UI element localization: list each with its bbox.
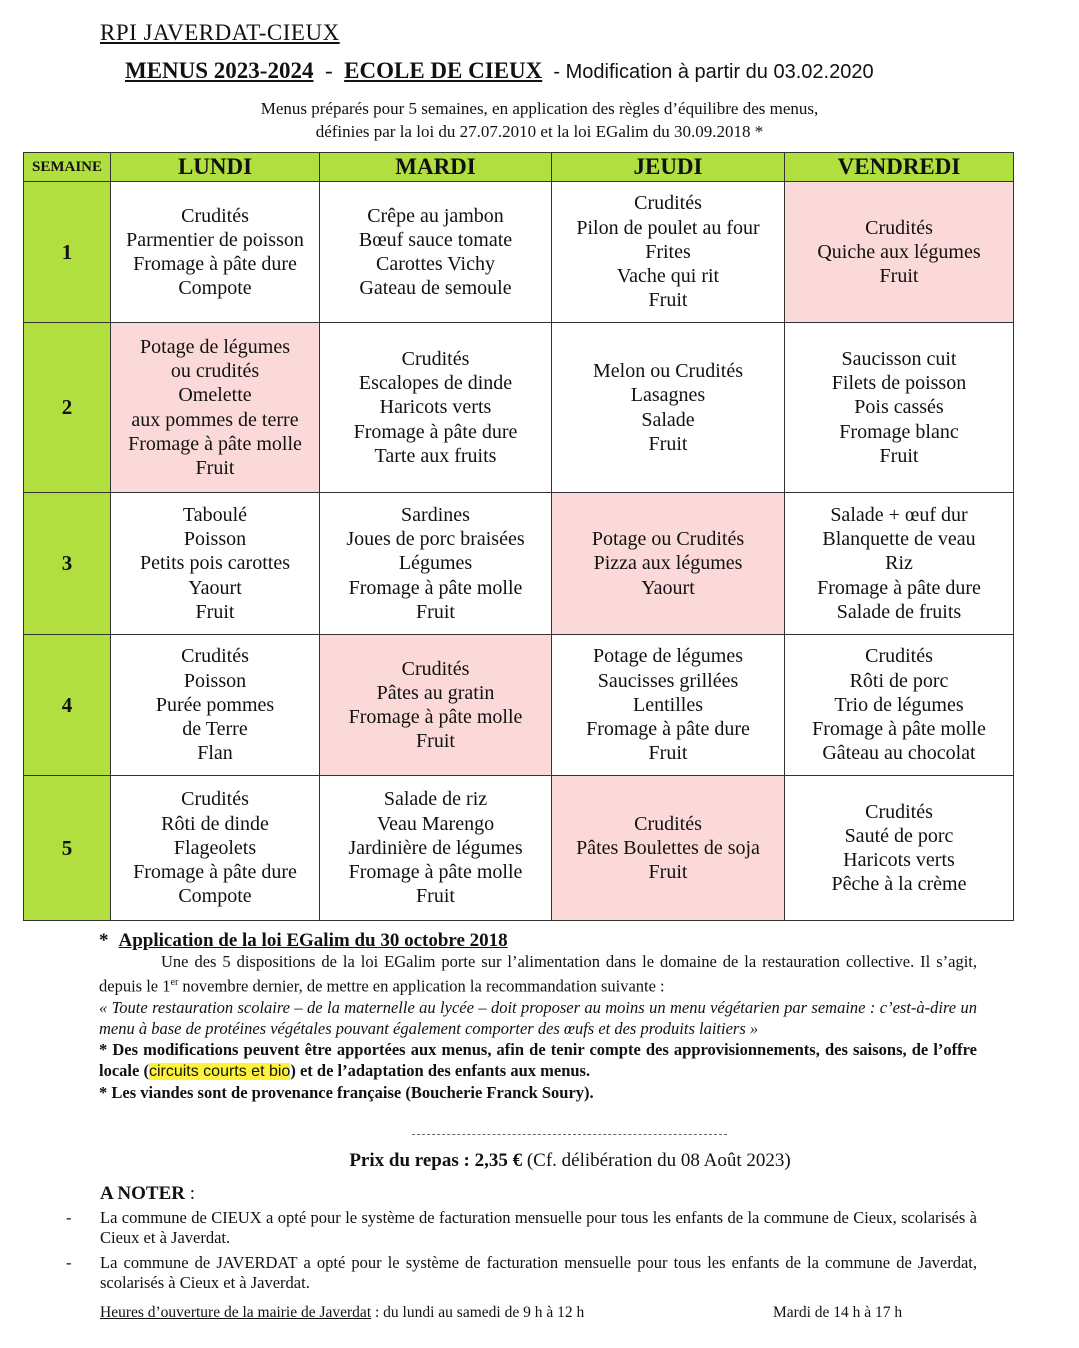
menu-item: Frites — [645, 240, 691, 263]
menu-cell-lundi — [111, 776, 320, 921]
menu-item: Flan — [197, 742, 233, 765]
menu-item: Vache qui rit — [616, 265, 720, 288]
menu-cell-vendredi — [785, 635, 1014, 776]
menu-item: Crudités — [865, 216, 933, 239]
menu-item: Pizza aux légumes — [593, 552, 743, 575]
menu-item: Taboulé — [182, 503, 248, 526]
title-menus: MENUS 2023-2024 — [125, 58, 314, 83]
bullet-dash: - — [66, 1208, 72, 1227]
separator-line — [412, 1134, 727, 1135]
table-row — [24, 323, 1014, 493]
menu-cell-vendredi — [785, 776, 1014, 921]
menu-item: Saucisses grillées — [597, 669, 739, 692]
menu-item: Fruit — [416, 600, 455, 623]
menu-item: Gâteau au chocolat — [822, 742, 976, 765]
title-modification: - Modification à partir du 03.02.2020 — [542, 61, 874, 83]
menu-cell-vendredi — [785, 182, 1014, 323]
egalim-quote: « Toute restauration scolaire – de la maternelle au lycée – doit proposer au moins un menu végétarien par semaine : c’est-à-dire un menu à base de protéines végétales pouvant également comporter des œufs et des produits laitiers » — [99, 997, 977, 1038]
menu-item: Trio de légumes — [834, 693, 964, 716]
menu-item: Compote — [178, 885, 252, 908]
menu-table — [23, 152, 1014, 921]
menu-item: Fruit — [416, 730, 455, 753]
notes-section — [99, 930, 977, 1103]
column-header-lundi: LUNDI — [111, 153, 320, 182]
subtitle — [38, 97, 1079, 143]
menu-item: Yaourt — [188, 576, 242, 599]
menu-item: Salade — [641, 408, 695, 431]
menu-item: Fromage à pâte dure — [586, 718, 750, 741]
menu-item: Fruit — [879, 265, 919, 288]
menu-cell-jeudi — [552, 493, 785, 635]
menu-item: Fromage à pâte molle — [348, 576, 523, 599]
menu-cell-mardi — [320, 182, 552, 323]
price-reference: (Cf. délibération du 08 Août 2023) — [522, 1150, 791, 1171]
menu-item: Bœuf sauce tomate — [358, 228, 513, 251]
menu-item: Haricots verts — [843, 849, 955, 871]
column-header-jeudi: JEUDI — [552, 153, 785, 182]
menu-item: Lentilles — [633, 693, 703, 716]
menu-item: Veau Marengo — [376, 812, 495, 835]
menu-item: Blanquette de veau — [822, 528, 976, 551]
organization-name: RPI JAVERDAT-CIEUX — [100, 20, 340, 45]
menu-item: Salade + œuf dur — [830, 503, 968, 526]
menu-cell-mardi — [320, 493, 552, 635]
table-row — [24, 493, 1014, 635]
menu-cell-vendredi — [785, 493, 1014, 635]
menu-item: Fromage à pâte molle — [812, 718, 986, 741]
menu-cell-jeudi — [552, 635, 785, 776]
menu-item: Omelette — [178, 384, 252, 407]
menu-item: Fromage blanc — [839, 420, 959, 443]
menu-item: Fruit — [879, 444, 919, 467]
bullet-dash: - — [66, 1253, 72, 1272]
menu-cell-mardi — [320, 323, 552, 493]
highlighted-text: circuits courts et bio — [148, 1062, 291, 1080]
menu-item: Pêche à la crème — [831, 873, 967, 896]
table-row — [24, 182, 1014, 323]
menu-item: Carottes Vichy — [376, 253, 495, 275]
menu-item: Pâtes au gratin — [376, 681, 495, 704]
menu-item: Crudités — [181, 788, 249, 811]
week-number: 5 — [24, 776, 111, 921]
menu-item: Fruit — [648, 432, 688, 455]
week-number: 1 — [24, 182, 111, 323]
week-number: 4 — [24, 635, 111, 776]
menu-item: Petits pois carottes — [140, 552, 290, 575]
menu-item: Fruit — [195, 456, 235, 479]
menu-item: Crudités — [634, 812, 702, 835]
menu-item: Légumes — [398, 552, 473, 575]
menu-item: Potage de légumes — [140, 335, 290, 358]
menu-item: Poisson — [183, 669, 247, 692]
menu-item: Sardines — [401, 503, 470, 526]
menu-item: Pois cassés — [854, 396, 944, 419]
menu-item: Fruit — [648, 742, 688, 765]
menu-cell-jeudi — [552, 323, 785, 493]
egalim-paragraph: Une des 5 dispositions de la loi EGalim porte sur l’alimentation dans le domaine de la restauration collective. Il s’agit, depuis le 1er novembre dernier, de mettre en application la recommandation suivante : — [99, 952, 977, 996]
menu-item: Crêpe au jambon — [367, 204, 504, 227]
egalim-heading — [99, 930, 977, 951]
menu-item: Fromage à pâte dure — [353, 420, 518, 443]
menu-item: Fromage à pâte molle — [348, 706, 523, 728]
price-label: Prix du repas : 2,35 € — [349, 1150, 523, 1171]
menu-item: Lasagnes — [630, 384, 706, 407]
menu-item: Crudités — [865, 645, 933, 668]
menu-item: Quiche aux légumes — [817, 240, 981, 263]
hours-tuesday: Mardi de 14 h à 17 h — [773, 1304, 903, 1321]
menu-item: Purée pommes — [155, 693, 275, 716]
menu-item: Riz — [885, 552, 913, 575]
menu-item: Joues de porc braisées — [346, 528, 525, 551]
subtitle-line-1: Menus préparés pour 5 semaines, en application des règles d’équilibre des menus, — [260, 99, 819, 118]
menu-item: Pâtes Boulettes de soja — [576, 836, 760, 859]
menu-cell-lundi — [111, 493, 320, 635]
menu-item: Fruit — [648, 861, 688, 884]
menu-item: Crudités — [401, 347, 470, 370]
menu-item: Fromage à pâte dure — [817, 576, 981, 599]
menu-cell-mardi — [320, 635, 552, 776]
menu-cell-mardi — [320, 776, 552, 921]
menu-item: Fruit — [416, 885, 455, 908]
hours-days: : du lundi au samedi de 9 h à 12 h — [371, 1304, 585, 1321]
a-noter-heading: A NOTER : — [100, 1183, 196, 1204]
document-title — [125, 58, 874, 84]
menu-item: Compote — [178, 277, 252, 300]
menu-item: Saucisson cuit — [841, 347, 957, 370]
menu-item: Haricots verts — [379, 396, 492, 419]
star-marker: * — [99, 930, 109, 951]
menu-cell-lundi — [111, 182, 320, 323]
menu-item: Escalopes de dinde — [358, 372, 513, 395]
list-item: - La commune de CIEUX a opté pour le système de facturation mensuelle pour tous les enfants de la commune de Cieux, scolarisés à Cieux et à Javerdat. — [66, 1208, 977, 1247]
menu-item: Rôti de dinde — [161, 812, 269, 835]
title-school: ECOLE DE CIEUX — [344, 58, 543, 83]
menu-cell-lundi — [111, 635, 320, 776]
egalim-title: Application de la loi EGalim du 30 octobre 2018 — [118, 930, 508, 951]
list-item: - La commune de JAVERDAT a opté pour le système de facturation mensuelle pour tous les enfants de la commune de Javerdat, scolarisés à Cieux et à Javerdat. — [66, 1253, 977, 1292]
menu-item: Jardinière de légumes — [348, 836, 523, 859]
menu-cell-jeudi — [552, 776, 785, 921]
title-separator: - — [313, 58, 345, 83]
menu-item: aux pommes de terre — [131, 408, 299, 431]
menu-item: Crudités — [634, 192, 702, 215]
menu-item: Parmentier de poisson — [126, 228, 304, 251]
table-header-row — [24, 153, 1014, 182]
meal-price — [0, 1150, 1079, 1172]
menu-item: Potage de légumes — [593, 645, 743, 668]
menu-item: Crudités — [865, 800, 933, 823]
modifications-note: * Des modifications peuvent être apportées aux menus, afin de tenir compte des approvisionnements, des saisons, de l’offre locale (circuits courts et bio) et de l’adaptation des enfants aux menus. — [99, 1039, 977, 1080]
menu-cell-lundi — [111, 323, 320, 493]
menu-item: Filets de poisson — [831, 372, 967, 395]
a-noter-list — [66, 1208, 977, 1298]
menu-item: Poisson — [183, 528, 247, 551]
table-row — [24, 635, 1014, 776]
table-row — [24, 776, 1014, 921]
menu-item: Fruit — [195, 600, 235, 623]
menu-item: de Terre — [182, 718, 248, 741]
column-header-vendredi: VENDREDI — [785, 153, 1014, 182]
menu-item: Fromage à pâte molle — [128, 432, 302, 455]
week-number: 2 — [24, 323, 111, 493]
subtitle-line-2: définies par la loi du 27.07.2010 et la loi EGalim du 30.09.2018 * — [315, 122, 764, 141]
menu-item: Rôti de porc — [849, 669, 949, 692]
meat-origin-note: * Les viandes sont de provenance française (Boucherie Franck Soury). — [99, 1082, 594, 1102]
menu-item: Pilon de poulet au four — [576, 216, 760, 239]
menu-item: Fromage à pâte dure — [133, 861, 297, 884]
week-number: 3 — [24, 493, 111, 635]
menu-item: Gateau de semoule — [359, 277, 512, 300]
menu-item: Salade de riz — [383, 788, 488, 811]
menu-item: Fruit — [648, 289, 688, 312]
menu-cell-jeudi — [552, 182, 785, 323]
menu-item: Salade de fruits — [836, 600, 962, 623]
column-header-mardi: MARDI — [320, 153, 552, 182]
hours-label: Heures d’ouverture de la mairie de Javerdat — [100, 1304, 372, 1321]
menu-item: Potage ou Crudités — [591, 528, 745, 551]
menu-item: Crudités — [401, 657, 470, 680]
menu-item: ou crudités — [170, 360, 260, 383]
town-hall-hours — [100, 1304, 980, 1322]
superscript-er: er — [170, 977, 179, 988]
menu-item: Crudités — [181, 204, 249, 227]
menu-item: Yaourt — [641, 576, 695, 599]
menu-item: Fromage à pâte molle — [348, 861, 523, 884]
menu-item: Tarte aux fruits — [374, 444, 497, 467]
menu-item: Melon ou Crudités — [593, 360, 743, 383]
column-header-semaine: SEMAINE — [24, 153, 111, 182]
menu-item: Crudités — [181, 645, 249, 668]
menu-item: Fromage à pâte dure — [133, 253, 297, 275]
menu-item: Flageolets — [173, 836, 257, 859]
menu-item: Sauté de porc — [844, 824, 954, 847]
menu-cell-vendredi — [785, 323, 1014, 493]
